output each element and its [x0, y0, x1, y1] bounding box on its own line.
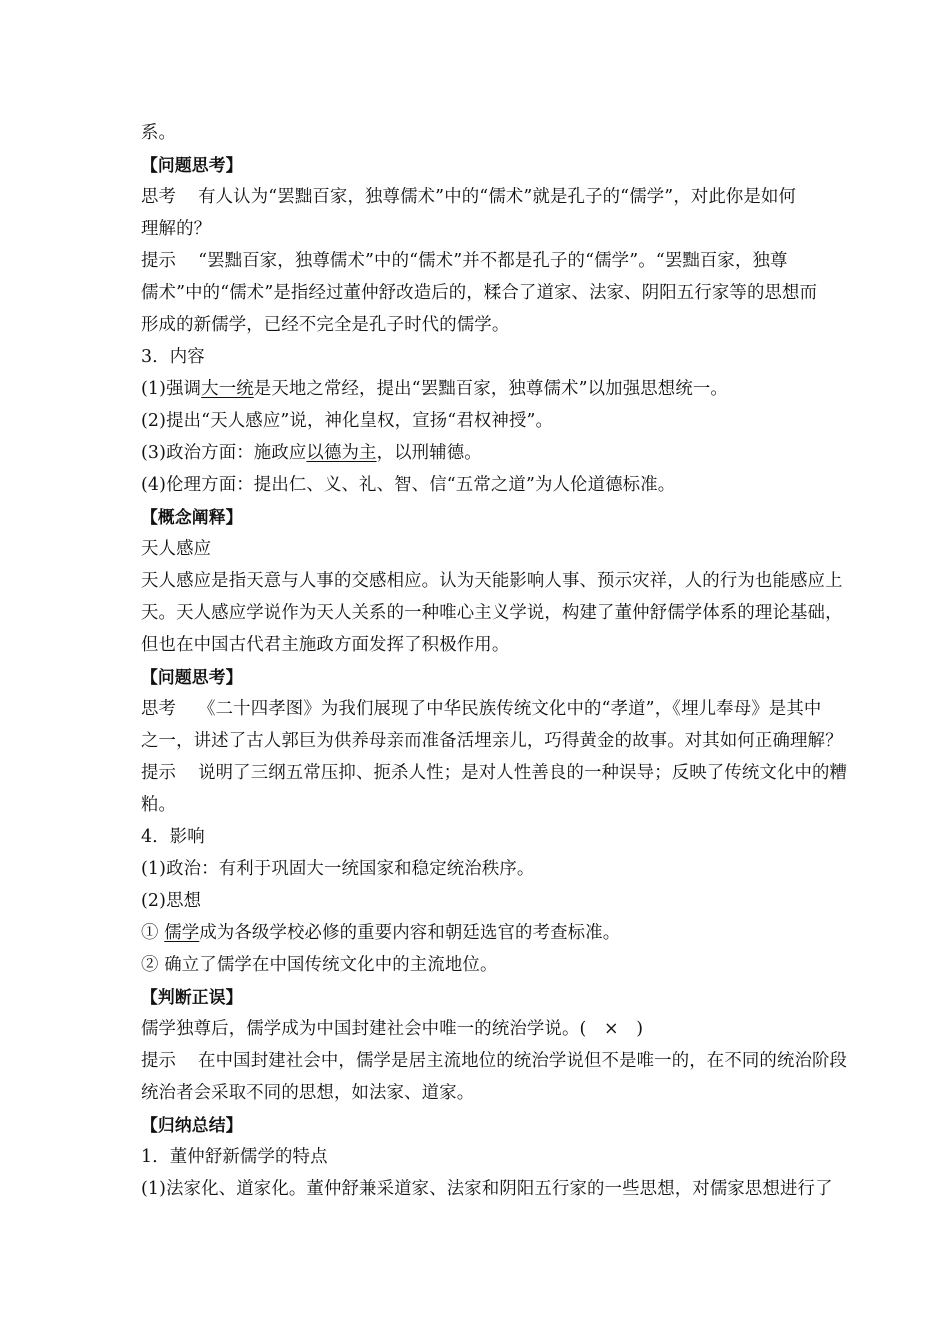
judgement-statement: 儒学独尊后，儒学成为中国封建社会中唯一的统治学说。( × ) — [141, 1019, 644, 1039]
text-line: (2)思想 — [141, 891, 202, 911]
section-heading: 【问题思考】 — [141, 667, 243, 687]
text-span: 《二十四孝图》为我们展现了中华民族传统文化中的“孝道”，《埋儿奉母》是其中 — [198, 699, 822, 719]
hint-label: 提示 — [141, 251, 177, 271]
text-span: ① — [141, 923, 165, 943]
text-span: 有人认为“罢黜百家，独尊儒术”中的“儒术”就是孔子的“儒学”，对此你是如何 — [198, 187, 797, 207]
text-line: 天人感应是指天意与人事的交感相应。认为天能影响人事、预示灾祥，人的行为也能感应上 — [141, 571, 843, 591]
text-line: (1)政治：有利于巩固大一统国家和稳定统治秩序。 — [141, 859, 535, 879]
text-line: 儒术”中的“儒术”是指经过董仲舒改造后的，糅合了道家、法家、阴阳五行家等的思想而 — [141, 283, 818, 303]
hint-label: 提示 — [141, 763, 177, 783]
text-line: 天。天人感应学说作为天人关系的一种唯心主义学说，构建了董仲舒儒学体系的理论基础， — [141, 603, 843, 623]
text-line: ② 确立了儒学在中国传统文化中的主流地位。 — [141, 955, 498, 975]
question-label: 思考 — [141, 187, 177, 207]
text-line: 粕。 — [141, 795, 177, 815]
concept-term: 天人感应 — [141, 539, 212, 559]
hint-line — [141, 761, 848, 785]
text-span: (3)政治方面：施政应 — [141, 443, 307, 463]
section-heading: 【概念阐释】 — [141, 507, 243, 527]
text-span: 是天地之常经，提出“罢黜百家，独尊儒术”以加强思想统一。 — [253, 379, 728, 399]
text-line: (4)伦理方面：提出仁、义、礼、智、信“五常之道”为人伦道德标准。 — [141, 475, 676, 495]
text-line: 理解的？ — [141, 219, 212, 239]
question-line — [141, 185, 821, 209]
hint-label: 提示 — [141, 1051, 177, 1071]
text-span: 在中国封建社会中，儒学是居主流地位的统治学说但不是唯一的，在不同的统治阶段 — [198, 1051, 848, 1071]
text-line: (1)法家化、道家化。董仲舒兼采道家、法家和阴阳五行家的一些思想，对儒家思想进行了 — [141, 1179, 833, 1199]
hint-line — [141, 1049, 848, 1073]
text-line: (2)提出“天人感应”说，神化皇权，宣扬“君权神授”。 — [141, 411, 554, 431]
text-line: 之一，讲述了古人郭巨为供养母亲而准备活埋亲儿，巧得黄金的故事。对其如何正确理解？ — [141, 731, 843, 751]
section-number-heading: 3．内容 — [141, 347, 205, 367]
text-span: “罢黜百家，独尊儒术”中的“儒术”并不都是孔子的“儒学”。“罢黜百家，独尊 — [198, 251, 788, 271]
text-line — [141, 921, 821, 945]
text-span: ，以刑辅德。 — [376, 443, 482, 463]
underlined-term: 以德为主 — [306, 443, 377, 463]
text-line: 系。 — [141, 123, 177, 143]
hint-line — [141, 249, 821, 273]
underlined-term: 儒学 — [164, 923, 200, 943]
section-number-heading: 1．董仲舒新儒学的特点 — [141, 1147, 328, 1167]
section-number-heading: 4．影响 — [141, 827, 205, 847]
text-line: 但也在中国古代君主施政方面发挥了积极作用。 — [141, 635, 510, 655]
text-line: 统治者会采取不同的思想，如法家、道家。 — [141, 1083, 475, 1103]
text-line — [141, 377, 821, 401]
underlined-term: 大一统 — [201, 379, 254, 399]
text-line — [141, 441, 821, 465]
text-span: (1)强调 — [141, 379, 202, 399]
text-span: 说明了三纲五常压抑、扼杀人性；是对人性善良的一种误导；反映了传统文化中的糟 — [198, 763, 848, 783]
section-heading: 【问题思考】 — [141, 155, 243, 175]
section-heading: 【归纳总结】 — [141, 1115, 243, 1135]
question-label: 思考 — [141, 699, 177, 719]
question-line — [141, 697, 821, 721]
text-line: 形成的新儒学，已经不完全是孔子时代的儒学。 — [141, 315, 510, 335]
section-heading: 【判断正误】 — [141, 987, 243, 1007]
text-span: 成为各级学校必修的重要内容和朝廷选官的考查标准。 — [199, 923, 621, 943]
